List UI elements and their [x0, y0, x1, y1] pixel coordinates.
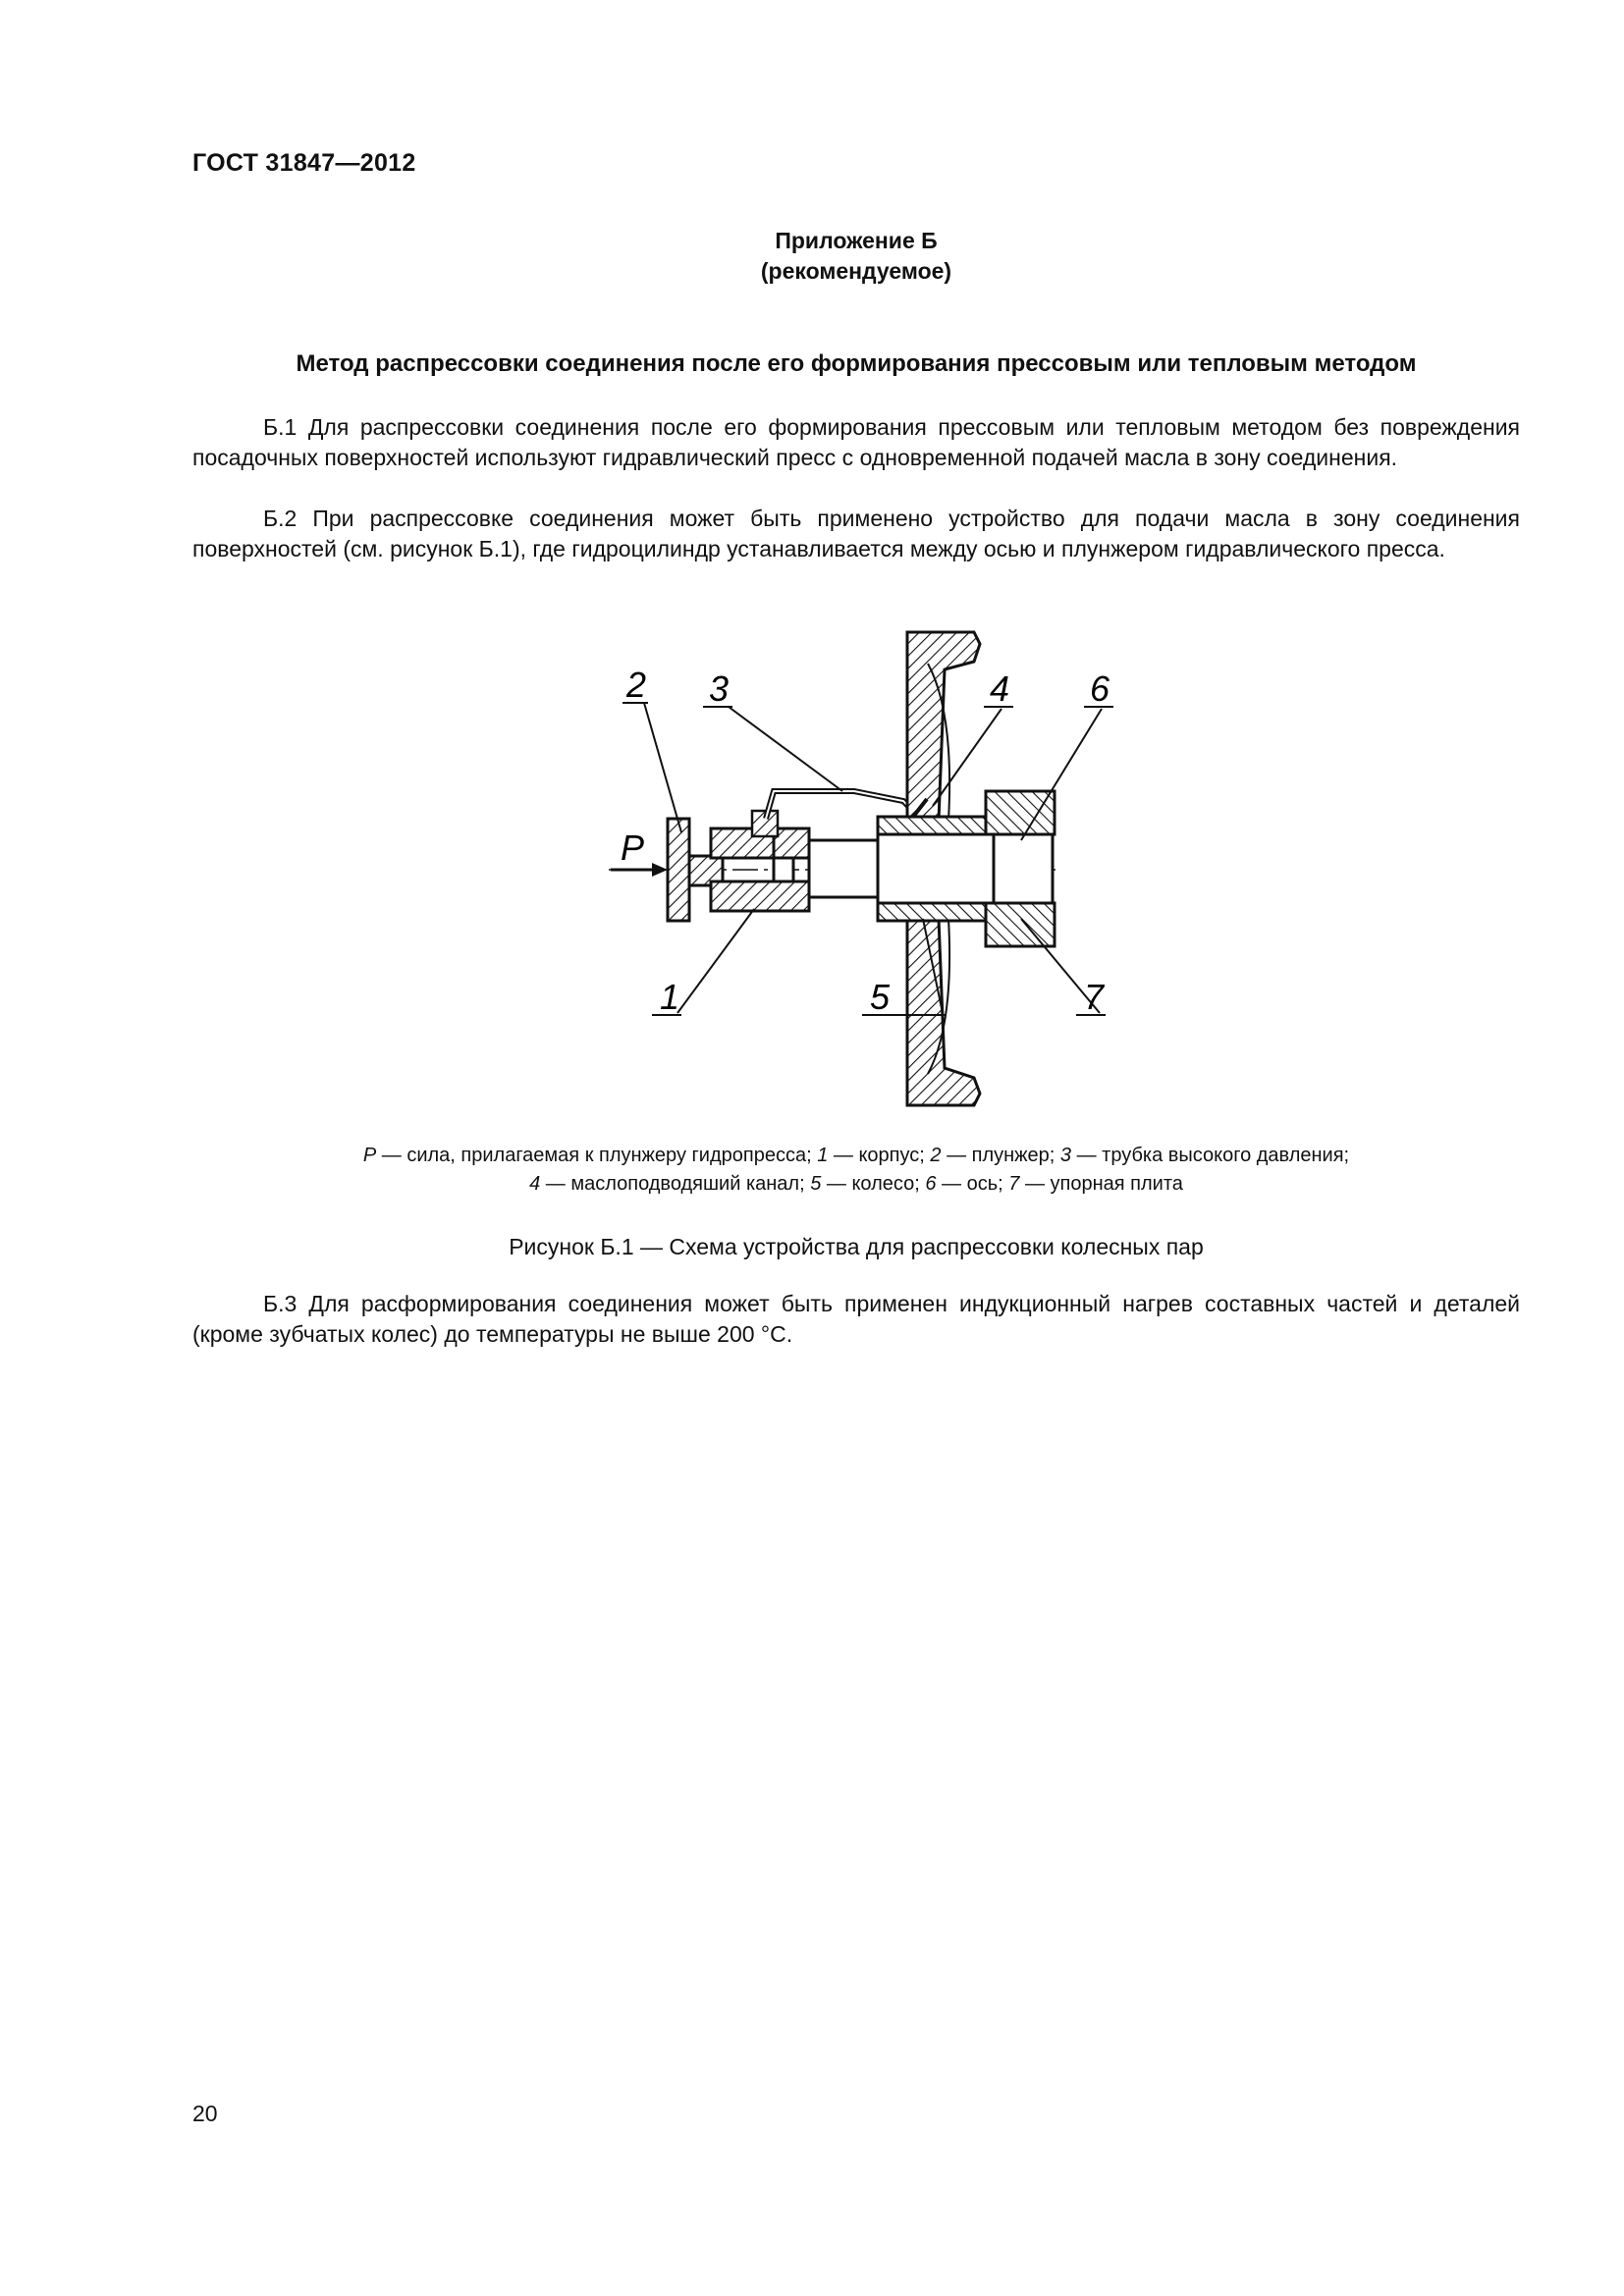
standard-number: ГОСТ 31847—2012 — [192, 149, 416, 177]
legend-line-2: 4 — маслоподводяший канал; 5 — колесо; 6 — ось; 7 — упорная плита — [529, 1173, 1183, 1195]
appendix-title: Приложение Б — [775, 228, 938, 253]
appendix-status: (рекомендуемое) — [760, 258, 952, 284]
callout-7: 7 — [1084, 977, 1105, 1017]
callout-6: 6 — [1090, 668, 1110, 709]
force-label-p: P — [621, 828, 645, 868]
paragraph-b1: Б.1 Для распрессовки соединения после его формирования прессовым или тепловым методом без повреждения посадочных поверхностей используют гидравлический пресс с одновременной подачей масла в зону соединения. — [192, 414, 1520, 470]
page-number: 20 — [192, 2101, 218, 2126]
section-heading: Метод распрессовки соединения после его формирования прессовым или тепловым методом — [296, 350, 1417, 377]
paragraph-b2: Б.2 При распрессовке соединения может быть применено устройство для подачи масла в зону соединения поверхностей (см. рисунок Б.1), где гидроцилиндр устанавливается между осью и плунжером гидравлического пресса. — [192, 506, 1520, 561]
figure-legend — [192, 1142, 1520, 1199]
callout-3: 3 — [709, 668, 730, 709]
callout-4: 4 — [990, 668, 1010, 709]
figure-b1-diagram — [589, 624, 1139, 1113]
callout-2: 2 — [626, 665, 647, 705]
legend-line-1: P — сила, прилагаемая к плунжеру гидропресса; 1 — корпус; 2 — плунжер; 3 — трубка высокого давления; — [362, 1145, 1350, 1166]
oil-tube-part-3 — [766, 791, 918, 819]
callout-5: 5 — [870, 977, 891, 1017]
callout-1: 1 — [660, 977, 680, 1017]
body-part-1 — [711, 811, 809, 911]
figure-caption: Рисунок Б.1 — Схема устройства для распрессовки колесных пар — [509, 1234, 1204, 1259]
paragraph-b3: Б.3 Для расформирования соединения может быть применен индукционный нагрев составных частей и деталей (кроме зубчатых колес) до температуры не выше 200 °С. — [192, 1291, 1520, 1347]
